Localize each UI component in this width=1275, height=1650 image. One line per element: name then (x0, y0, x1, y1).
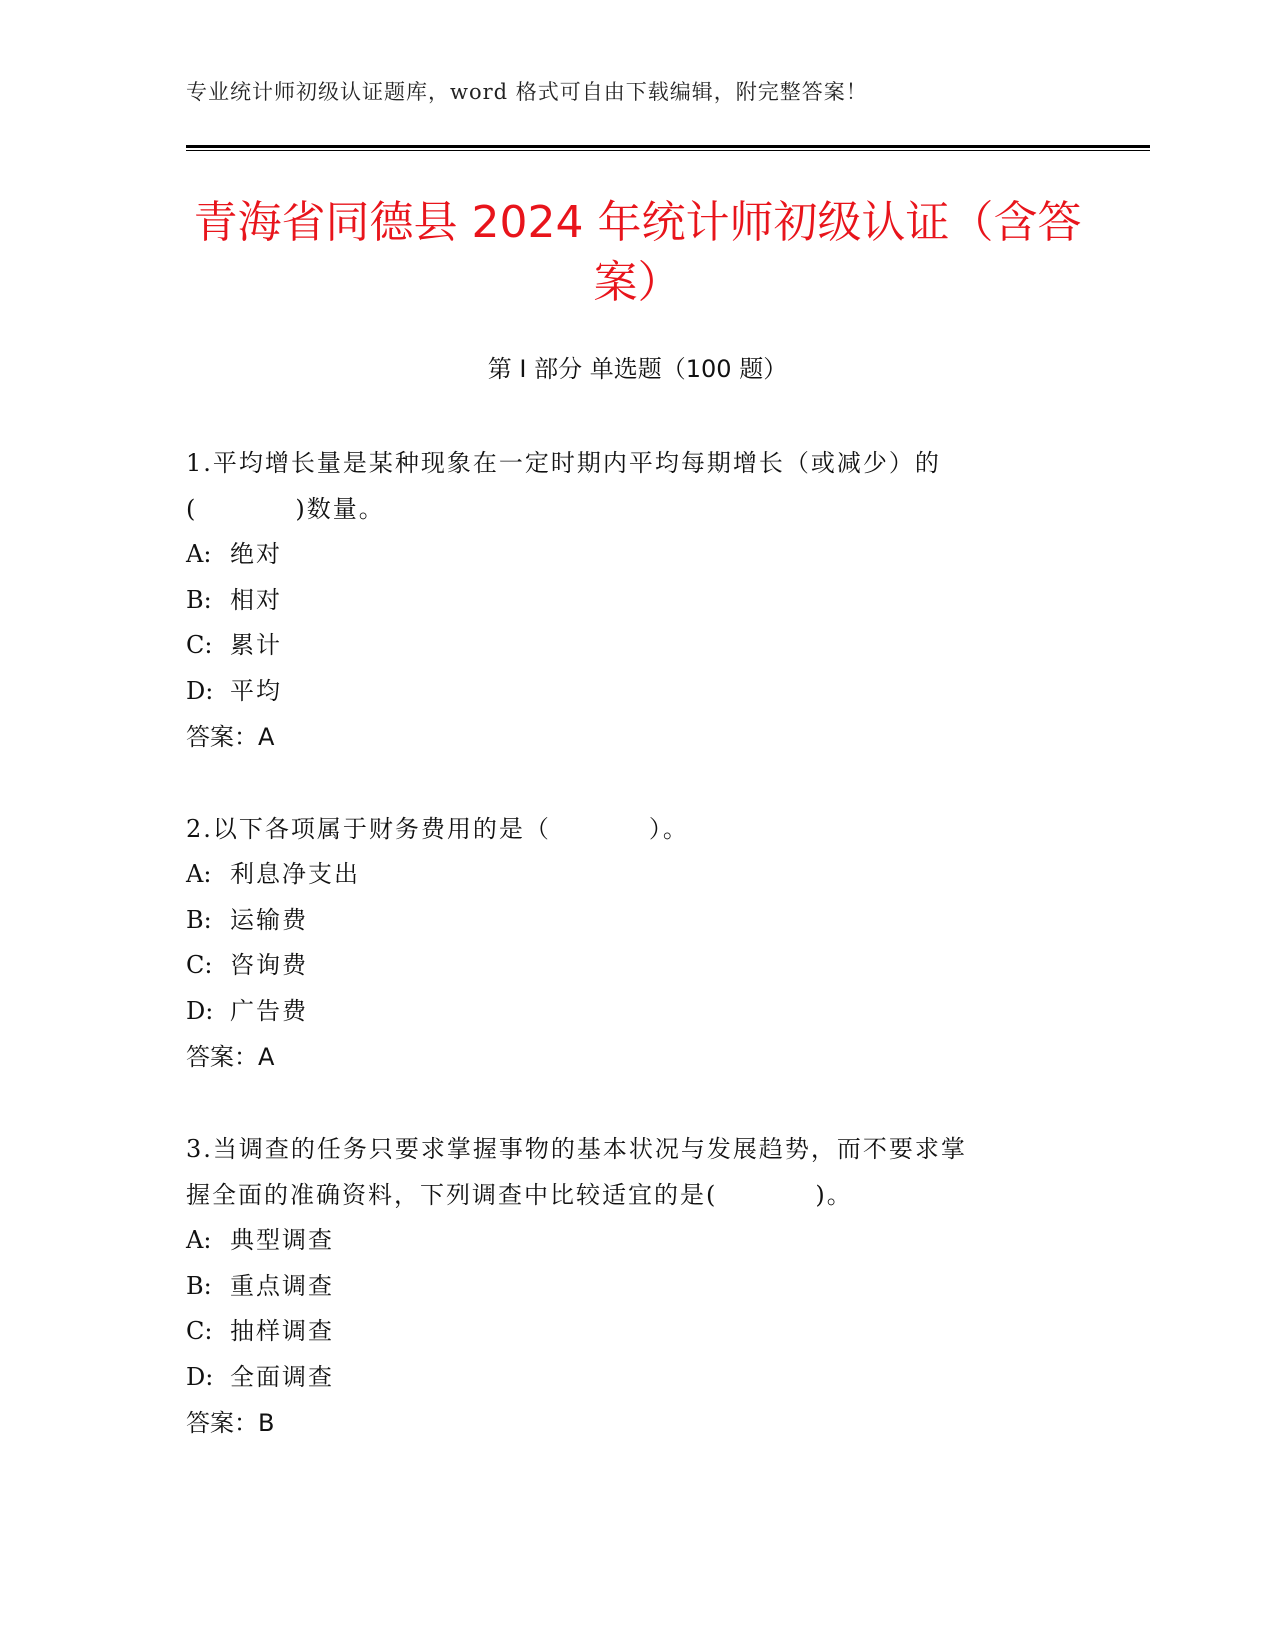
header-rule-thick (186, 145, 1150, 148)
option-text: 相对 (230, 585, 282, 614)
question-3-stem-line1: 3.当调查的任务只要求掌握事物的基本状况与发展趋势，而不要求掌 (186, 1135, 967, 1163)
option-text: 平均 (230, 676, 282, 705)
question-1-answer: 答案：A (186, 723, 275, 751)
option-text: 典型调查 (230, 1226, 334, 1254)
option-text: 全面调查 (230, 1362, 334, 1391)
question-1-stem-line2 (186, 486, 1086, 532)
question-3-option-b (186, 1264, 1086, 1310)
question-2-option-a (186, 852, 1086, 898)
question-2 (186, 806, 1086, 1080)
option-text: 广告费 (230, 996, 308, 1025)
option-text: 运输费 (230, 905, 308, 934)
option-text: 抽样调查 (230, 1317, 334, 1345)
question-1-stem-line1: 1.平均增长量是某种现象在一定时期内平均每期增长（或减少）的 (186, 449, 941, 477)
question-2-stem-line1 (186, 806, 1086, 852)
question-1-blank-open: ( (186, 495, 198, 523)
option-letter: D: (186, 676, 214, 705)
document-title-line1: 青海省同德县 2024 年统计师初级认证（含答 (193, 197, 1082, 248)
question-1-option-a (186, 532, 1086, 578)
question-3-stem-prefix: 握全面的准确资料，下列调查中比较适宜的是( (186, 1181, 718, 1209)
section-title: 第 I 部分 单选题（100 题） (487, 355, 788, 383)
question-list (186, 440, 1086, 1492)
question-1-option-b (186, 578, 1086, 624)
option-text: 咨询费 (230, 951, 308, 979)
question-3 (186, 1126, 1086, 1446)
question-3-answer: 答案：B (186, 1409, 275, 1437)
question-1-blank-close: )数量。 (295, 495, 385, 523)
option-letter: B: (186, 585, 212, 614)
document-title-line2: 案） (593, 257, 682, 308)
question-2-stem-suffix: ）。 (648, 815, 689, 843)
question-3-option-a (186, 1218, 1086, 1264)
option-letter: B: (186, 905, 212, 934)
question-1-option-c (186, 623, 1086, 669)
question-3-stem-line2 (186, 1172, 1086, 1218)
question-2-option-d (186, 989, 1086, 1035)
question-2-answer: 答案：A (186, 1043, 275, 1071)
question-1 (186, 440, 1086, 760)
option-text: 累计 (230, 631, 282, 659)
option-letter: C: (186, 631, 213, 659)
question-1-option-d (186, 669, 1086, 715)
option-text: 绝对 (230, 540, 282, 568)
question-2-stem-prefix: 2.以下各项属于财务费用的是（ (186, 815, 551, 843)
document-title (186, 193, 1089, 313)
option-letter: B: (186, 1271, 212, 1300)
question-3-stem-suffix: )。 (815, 1181, 853, 1209)
option-text: 利息净支出 (230, 860, 360, 888)
question-2-option-c (186, 943, 1086, 989)
question-3-option-c (186, 1309, 1086, 1355)
option-letter: D: (186, 996, 214, 1025)
option-letter: C: (186, 951, 213, 979)
question-3-option-d (186, 1355, 1086, 1401)
option-letter: C: (186, 1317, 213, 1345)
option-letter: A: (186, 1226, 212, 1254)
option-text: 重点调查 (230, 1271, 334, 1300)
option-letter: D: (186, 1362, 214, 1391)
header-note: 专业统计师初级认证题库，word 格式可自由下载编辑，附完整答案！ (186, 80, 868, 104)
question-2-option-b (186, 898, 1086, 944)
header-rule-thin (186, 150, 1150, 151)
option-letter: A: (186, 540, 212, 568)
option-letter: A: (186, 860, 212, 888)
